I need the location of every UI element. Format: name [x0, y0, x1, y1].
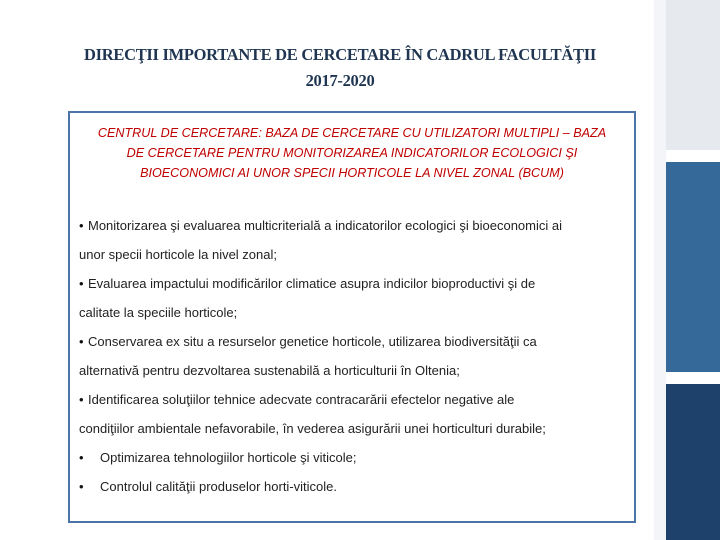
bullet-icon: • [79, 450, 84, 465]
list-item [79, 211, 631, 269]
list-item-line [79, 327, 631, 356]
bullet-icon: • [79, 276, 84, 291]
research-directions-list [79, 211, 631, 501]
bullet-icon: • [79, 392, 84, 407]
heading-line: BIOECONOMICI AI UNOR SPECII HORTICOLE LA NIVEL ZONAL (BCUM) [140, 166, 564, 180]
slide-title-years: 2017-2020 [305, 71, 375, 90]
list-item [79, 269, 631, 327]
bullet-icon: • [79, 334, 84, 349]
sidebar-separator [666, 150, 720, 162]
list-item-line [79, 443, 631, 472]
list-item-text: Identificarea soluţiilor tehnice adecvate contracarării efectelor negative ale [88, 392, 515, 407]
sidebar-separator [666, 372, 720, 384]
list-item-text: Evaluarea impactului modificărilor climatice asupra indicilor bioproductivi şi de [88, 276, 536, 291]
research-center-box [68, 111, 636, 523]
list-item-line [79, 385, 631, 414]
list-item-continuation: calitate la speciile horticole; [79, 305, 238, 320]
list-item-continuation: alternativă pentru dezvoltarea sustenabilă a horticulturii în Oltenia; [79, 363, 460, 378]
sidebar-block-light [666, 0, 720, 150]
heading-line: CENTRUL DE CERCETARE: BAZA DE CERCETARE CU UTILIZATORI MULTIPLI – BAZA [97, 126, 607, 140]
slide-title [40, 42, 640, 94]
list-item [79, 472, 631, 501]
list-item-line [79, 211, 631, 240]
heading-line: DE CERCETARE PENTRU MONITORIZAREA INDICATORILOR ECOLOGICI ŞI [126, 146, 578, 160]
list-item-text: Optimizarea tehnologiilor horticole şi viticole; [100, 450, 357, 465]
list-item [79, 443, 631, 472]
list-item-text: Monitorizarea şi evaluarea multicriterială a indicatorilor ecologici şi bioeconomici ai [88, 218, 562, 233]
list-item-continuation: condiţiilor ambientale nefavorabile, în vederea asigurării unei horticulturi durabile; [79, 421, 546, 436]
list-item-text: Controlul calităţii produselor horti-viticole. [100, 479, 337, 494]
slide-title-line: DIRECŢII IMPORTANTE DE CERCETARE ÎN CADRUL FACULTĂŢII [84, 45, 596, 64]
sidebar-block-mid [666, 162, 720, 372]
bullet-icon: • [79, 479, 84, 494]
list-item-text: Conservarea ex situ a resurselor genetice horticole, utilizarea biodiversităţii ca [88, 334, 537, 349]
research-center-heading [84, 123, 620, 183]
list-item-line [79, 269, 631, 298]
list-item-line [79, 472, 631, 501]
list-item [79, 327, 631, 385]
list-item-continuation: unor specii horticole la nivel zonal; [79, 247, 277, 262]
decorative-sidebar [666, 0, 720, 540]
bullet-icon: • [79, 218, 84, 233]
sidebar-gap [654, 0, 666, 540]
list-item [79, 385, 631, 443]
sidebar-block-dark [666, 384, 720, 540]
